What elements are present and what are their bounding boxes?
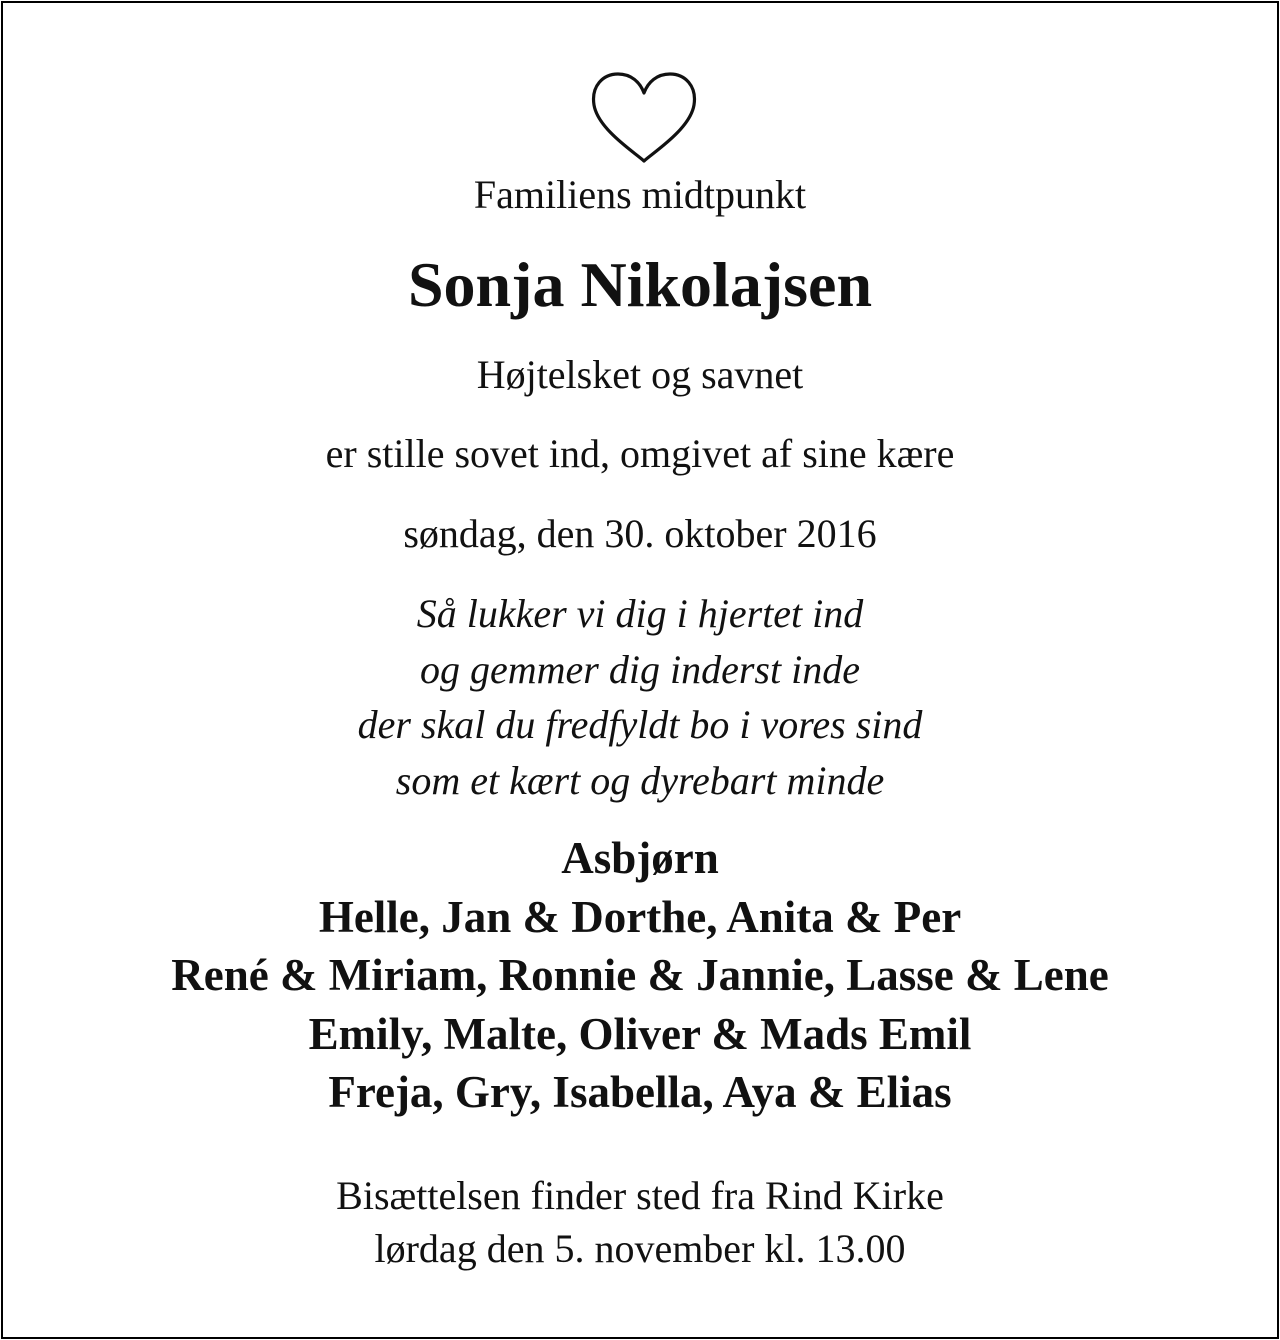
funeral-time: lørdag den 5. november kl. 13.00 [374,1226,906,1271]
deceased-name: Sonja Nikolajsen [407,249,873,320]
heart-icon [590,69,698,169]
family-members [3,829,1277,1122]
funeral-info [3,1169,1277,1275]
date-of-death: søndag, den 30. oktober 2016 [403,511,877,556]
announcement-line-2: er stille sovet ind, omgivet af sine kære [325,431,955,476]
family-line: Freja, Gry, Isabella, Aya & Elias [328,1067,952,1117]
poem-line: som et kært og dyrebart minde [395,757,885,803]
family-line: René & Miriam, Ronnie & Jannie, Lasse & Lene [171,950,1109,1000]
poem-line: der skal du fredfyldt bo i vores sind [357,702,923,747]
announcement-line-1: Højtelsket og savnet [476,352,804,397]
poem-line: Så lukker vi dig i hjertet ind [416,591,864,636]
family-line: Helle, Jan & Dorthe, Anita & Per [318,891,962,942]
obituary-notice [1,1,1279,1339]
poem-line: og gemmer dig inderst inde [420,646,860,692]
subtitle: Familiens midtpunkt [473,172,807,217]
family-line: Asbjørn [561,833,719,883]
family-line: Emily, Malte, Oliver & Mads Emil [308,1008,972,1059]
funeral-location: Bisættelsen finder sted fra Rind Kirke [336,1173,944,1218]
poem [3,586,1277,808]
